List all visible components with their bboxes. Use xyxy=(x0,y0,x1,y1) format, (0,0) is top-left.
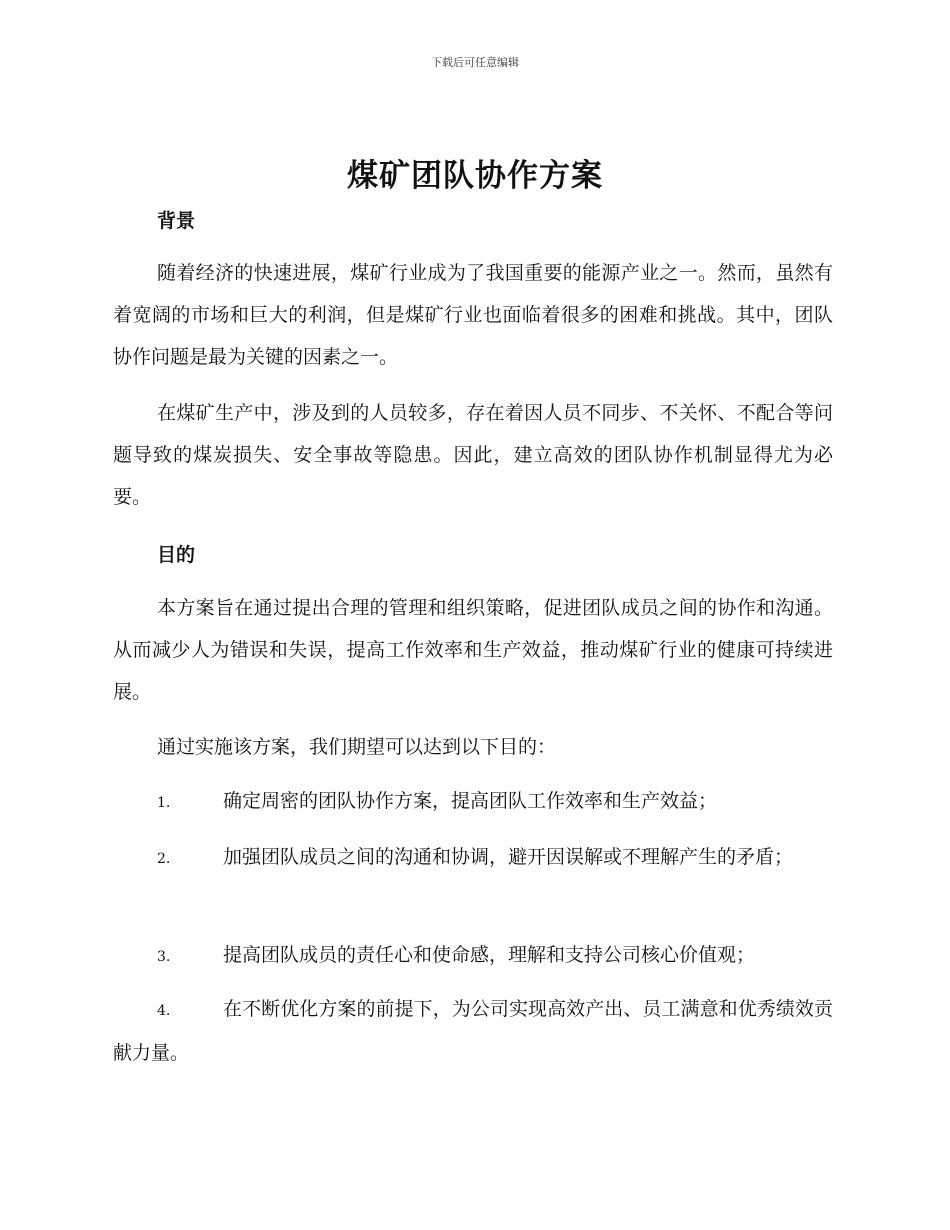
list-text: 确定周密的团队协作方案，提高团队工作效率和生产效益； xyxy=(223,790,718,812)
paragraph-1-block xyxy=(113,252,833,378)
paragraph: 通过实施该方案，我们期望可以达到以下目的： xyxy=(157,736,557,758)
paragraph-3-block xyxy=(113,587,833,713)
page-header: 下载后可任意编辑 xyxy=(431,56,519,69)
list-text: 提高团队成员的责任心和使命感，理解和支持公司核心价值观； xyxy=(223,944,756,966)
list-number: 4. xyxy=(157,1003,171,1019)
section-heading: 背景 xyxy=(157,210,196,232)
list-item-2 xyxy=(113,836,833,880)
list-number: 3. xyxy=(157,949,171,965)
paragraph: 随着经济的快速进展，煤矿行业成为了我国重要的能源产业之一。然而，虽然有着宽阔的市场和巨大的利润，但是煤矿行业也面临着很多的困难和挑战。其中，团队协作问题是最为关键的因素之一。 xyxy=(113,262,833,368)
list-item-4 xyxy=(113,988,833,1074)
paragraph-2-block xyxy=(113,392,833,518)
list-number: 1. xyxy=(157,795,171,811)
section-heading: 目的 xyxy=(157,544,196,566)
section-purpose xyxy=(113,542,833,568)
paragraph: 在煤矿生产中，涉及到的人员较多，存在着因人员不同步、不关怀、不配合等问题导致的煤炭损失、安全事故等隐患。因此，建立高效的团队协作机制显得尤为必要。 xyxy=(113,402,833,508)
document-title: 煤矿团队协作方案 xyxy=(347,158,603,194)
paragraph: 本方案旨在通过提出合理的管理和组织策略，促进团队成员之间的协作和沟通。从而减少人为错误和失误，提高工作效率和生产效益，推动煤矿行业的健康可持续进展。 xyxy=(113,597,833,703)
section-background xyxy=(113,208,833,234)
paragraph-4-block xyxy=(113,726,833,768)
list-item-3 xyxy=(113,934,833,978)
list-text: 加强团队成员之间的沟通和协调，避开因误解或不理解产生的矛盾； xyxy=(223,846,794,868)
list-text: 在不断优化方案的前提下，为公司实现高效产出、员工满意和优秀绩效贡献力量。 xyxy=(113,998,833,1064)
list-number: 2. xyxy=(157,851,171,867)
list-item-1 xyxy=(113,780,833,824)
